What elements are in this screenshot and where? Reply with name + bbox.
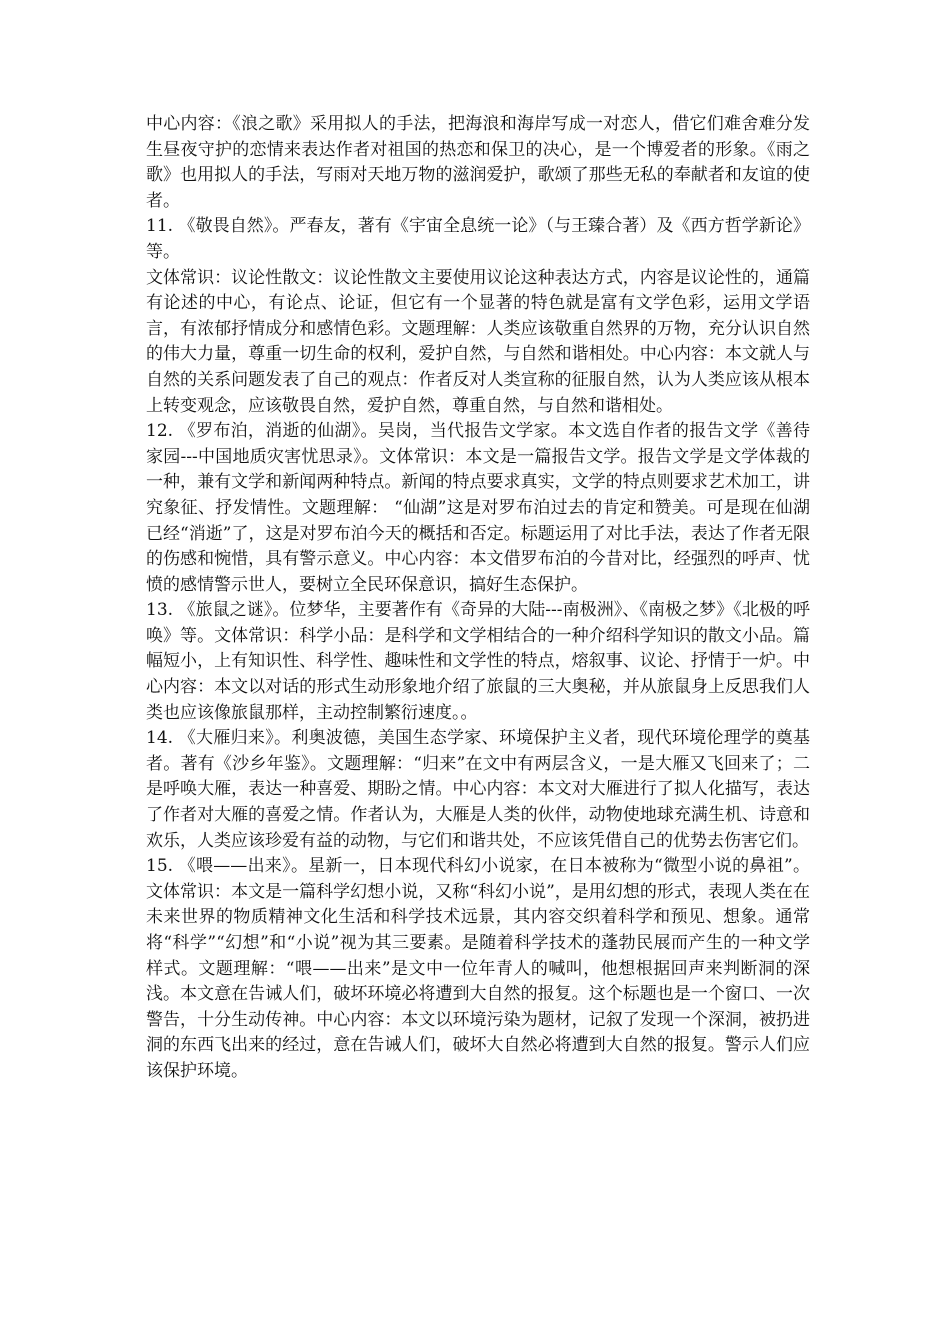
document-body bbox=[146, 112, 810, 1085]
paragraph-item-12: 12. 《罗布泊，消逝的仙湖》。吴岗，当代报告文学家。本文选自作者的报告文学《善待家园---中国地质灾害忧思录》。文体常识：本文是一篇报告文学。报告文学是文学体裁的一种，兼有文学和新闻两种特点。新闻的特点要求真实，文学的特点则要求艺术加工，讲究象征、抒发情性。文题理解： “仙湖”这是对罗布泊过去的肯定和赞美。可是现在仙湖已经“消逝”了，这是对罗布泊今天的概括和否定。标题运用了对比手法，表达了作者无限的伤感和惋惜，具有警示意义。中心内容：本文借罗布泊的今昔对比，经强烈的呼声、忧愤的感情警示世人，要树立全民环保意识，搞好生态保护。 bbox=[146, 421, 810, 595]
paragraph-central-content-songs: 中心内容：《浪之歌》采用拟人的手法，把海浪和海岸写成一对恋人，借它们难舍难分发生昼夜守护的恋情来表达作者对祖国的热恋和保卫的决心，是一个博爱者的形象。《雨之歌》也用拟人的手法，写雨对天地万物的滋润爱护，歌颂了那些无私的奉献者和友谊的使者。 bbox=[146, 114, 810, 211]
paragraph-item-15: 15. 《喂——出来》。星新一，日本现代科幻小说家，在日本被称为“微型小说的鼻祖”。文体常识：本文是一篇科学幻想小说，又称“科幻小说”，是用幻想的形式，表现人类在在未来世界的物质精神文化生活和科学技术远景，其内容交织着科学和预见、想象。通常将“科学”“幻想”和“小说”视为其三要素。是随着科学技术的蓬勃民展而产生的一种文学样式。文题理解：“喂——出来”是文中一位年青人的喊叫，他想根据回声来判断洞的深浅。本文意在告诫人们，破坏环境必将遭到大自然的报复。这个标题也是一个窗口、一次警告，十分生动传神。中心内容：本文以环境污染为题材，记叙了发现一个深洞，被扔进洞的东西飞出来的经过，意在告诫人们，破坏大自然必将遭到大自然的报复。警示人们应该保护环境。 bbox=[146, 856, 810, 1081]
paragraph-item-14: 14. 《大雁归来》。利奥波德，美国生态学家、环境保护主义者，现代环境伦理学的奠基者。著有《沙乡年鉴》。文题理解：“归来”在文中有两层含义，一是大雁又飞回来了；二是呼唤大雁，表达一种喜爱、期盼之情。中心内容：本文对大雁进行了拟人化描写，表达了作者对大雁的喜爱之情。作者认为，大雁是人类的伙伴，动物使地球充满生机、诗意和欢乐，人类应该珍爱有益的动物，与它们和谐共处，不应该凭借自己的优势去伤害它们。 bbox=[146, 728, 810, 851]
paragraph-item-13: 13. 《旅鼠之谜》。位梦华，主要著作有《奇异的大陆---南极洲》、《南极之梦》《北极的呼唤》等。文体常识：科学小品：是科学和文学相结合的一种介绍科学知识的散文小品。篇幅短小，上有知识性、科学性、趣味性和文学性的特点，熔叙事、议论、抒情于一炉。中心内容：本文以对话的形式生动形象地介绍了旅鼠的三大奥秘，并从旅鼠身上反思我们人类也应该像旅鼠那样，主动控制繁衍速度。。 bbox=[146, 600, 810, 723]
paragraph-item-11: 11. 《敬畏自然》。严春友，著有《宇宙全息统一论》（与王臻合著）及《西方哲学新论》等。 bbox=[146, 216, 810, 262]
paragraph-item-11-details: 文体常识：议论性散文：议论性散文主要使用议论这种表达方式，内容是议论性的，通篇有论述的中心，有论点、论证，但它有一个显著的特色就是富有文学色彩，运用文学语言，有浓郁抒情成分和感情色彩。文题理解：人类应该敬重自然界的万物，充分认识自然的伟大力量，尊重一切生命的权利，爱护自然，与自然和谐相处。中心内容：本文就人与自然的关系问题发表了自己的观点：作者反对人类宣称的征服自然，认为人类应该从根本上转变观念，应该敬畏自然，爱护自然，尊重自然，与自然和谐相处。 bbox=[146, 267, 810, 416]
